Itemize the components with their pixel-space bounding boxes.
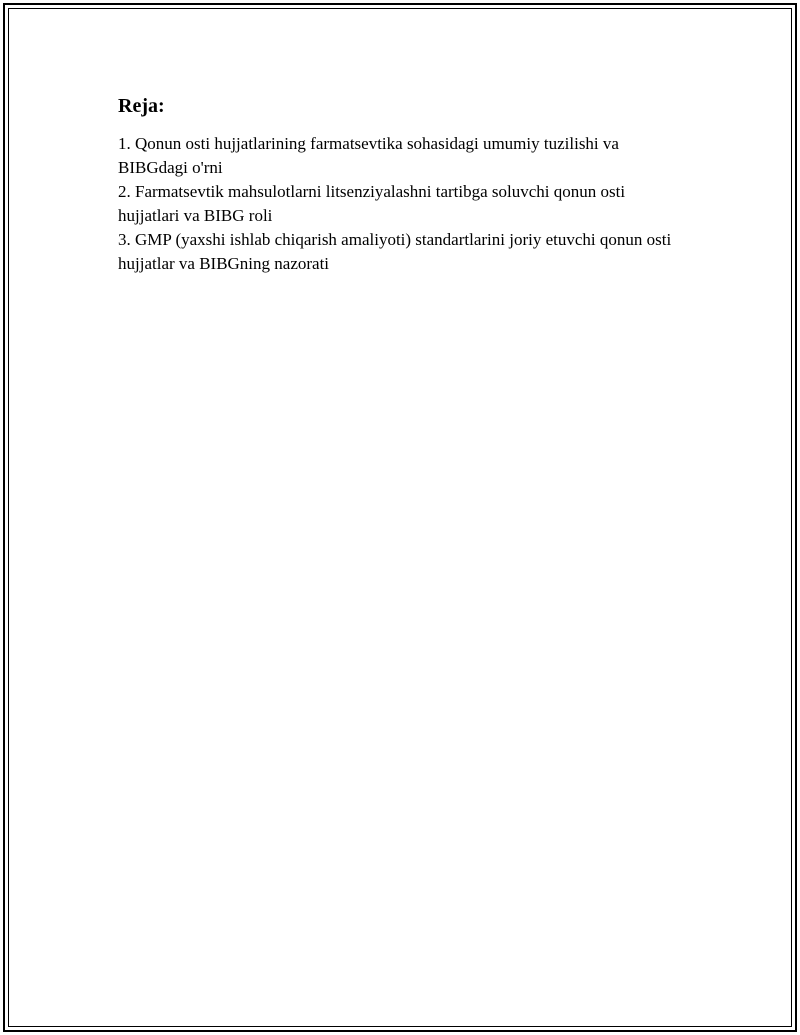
plan-heading: Reja: xyxy=(118,95,165,117)
plan-item-3: 3. GMP (yaxshi ishlab chiqarish amaliyoti) standartlarini joriy etuvchi qonun osti hujjatlar va BIBGning nazorati xyxy=(118,230,672,273)
plan-item-2: 2. Farmatsevtik mahsulotlarni litsenziyalashni tartibga soluvchi qonun osti hujjatlari va BIBG roli xyxy=(118,182,626,225)
plan-list xyxy=(118,132,678,276)
plan-item-1: 1. Qonun osti hujjatlarining farmatsevtika sohasidagi umumiy tuzilishi va BIBGdagi o'rni xyxy=(118,134,619,177)
document-content xyxy=(118,92,678,276)
